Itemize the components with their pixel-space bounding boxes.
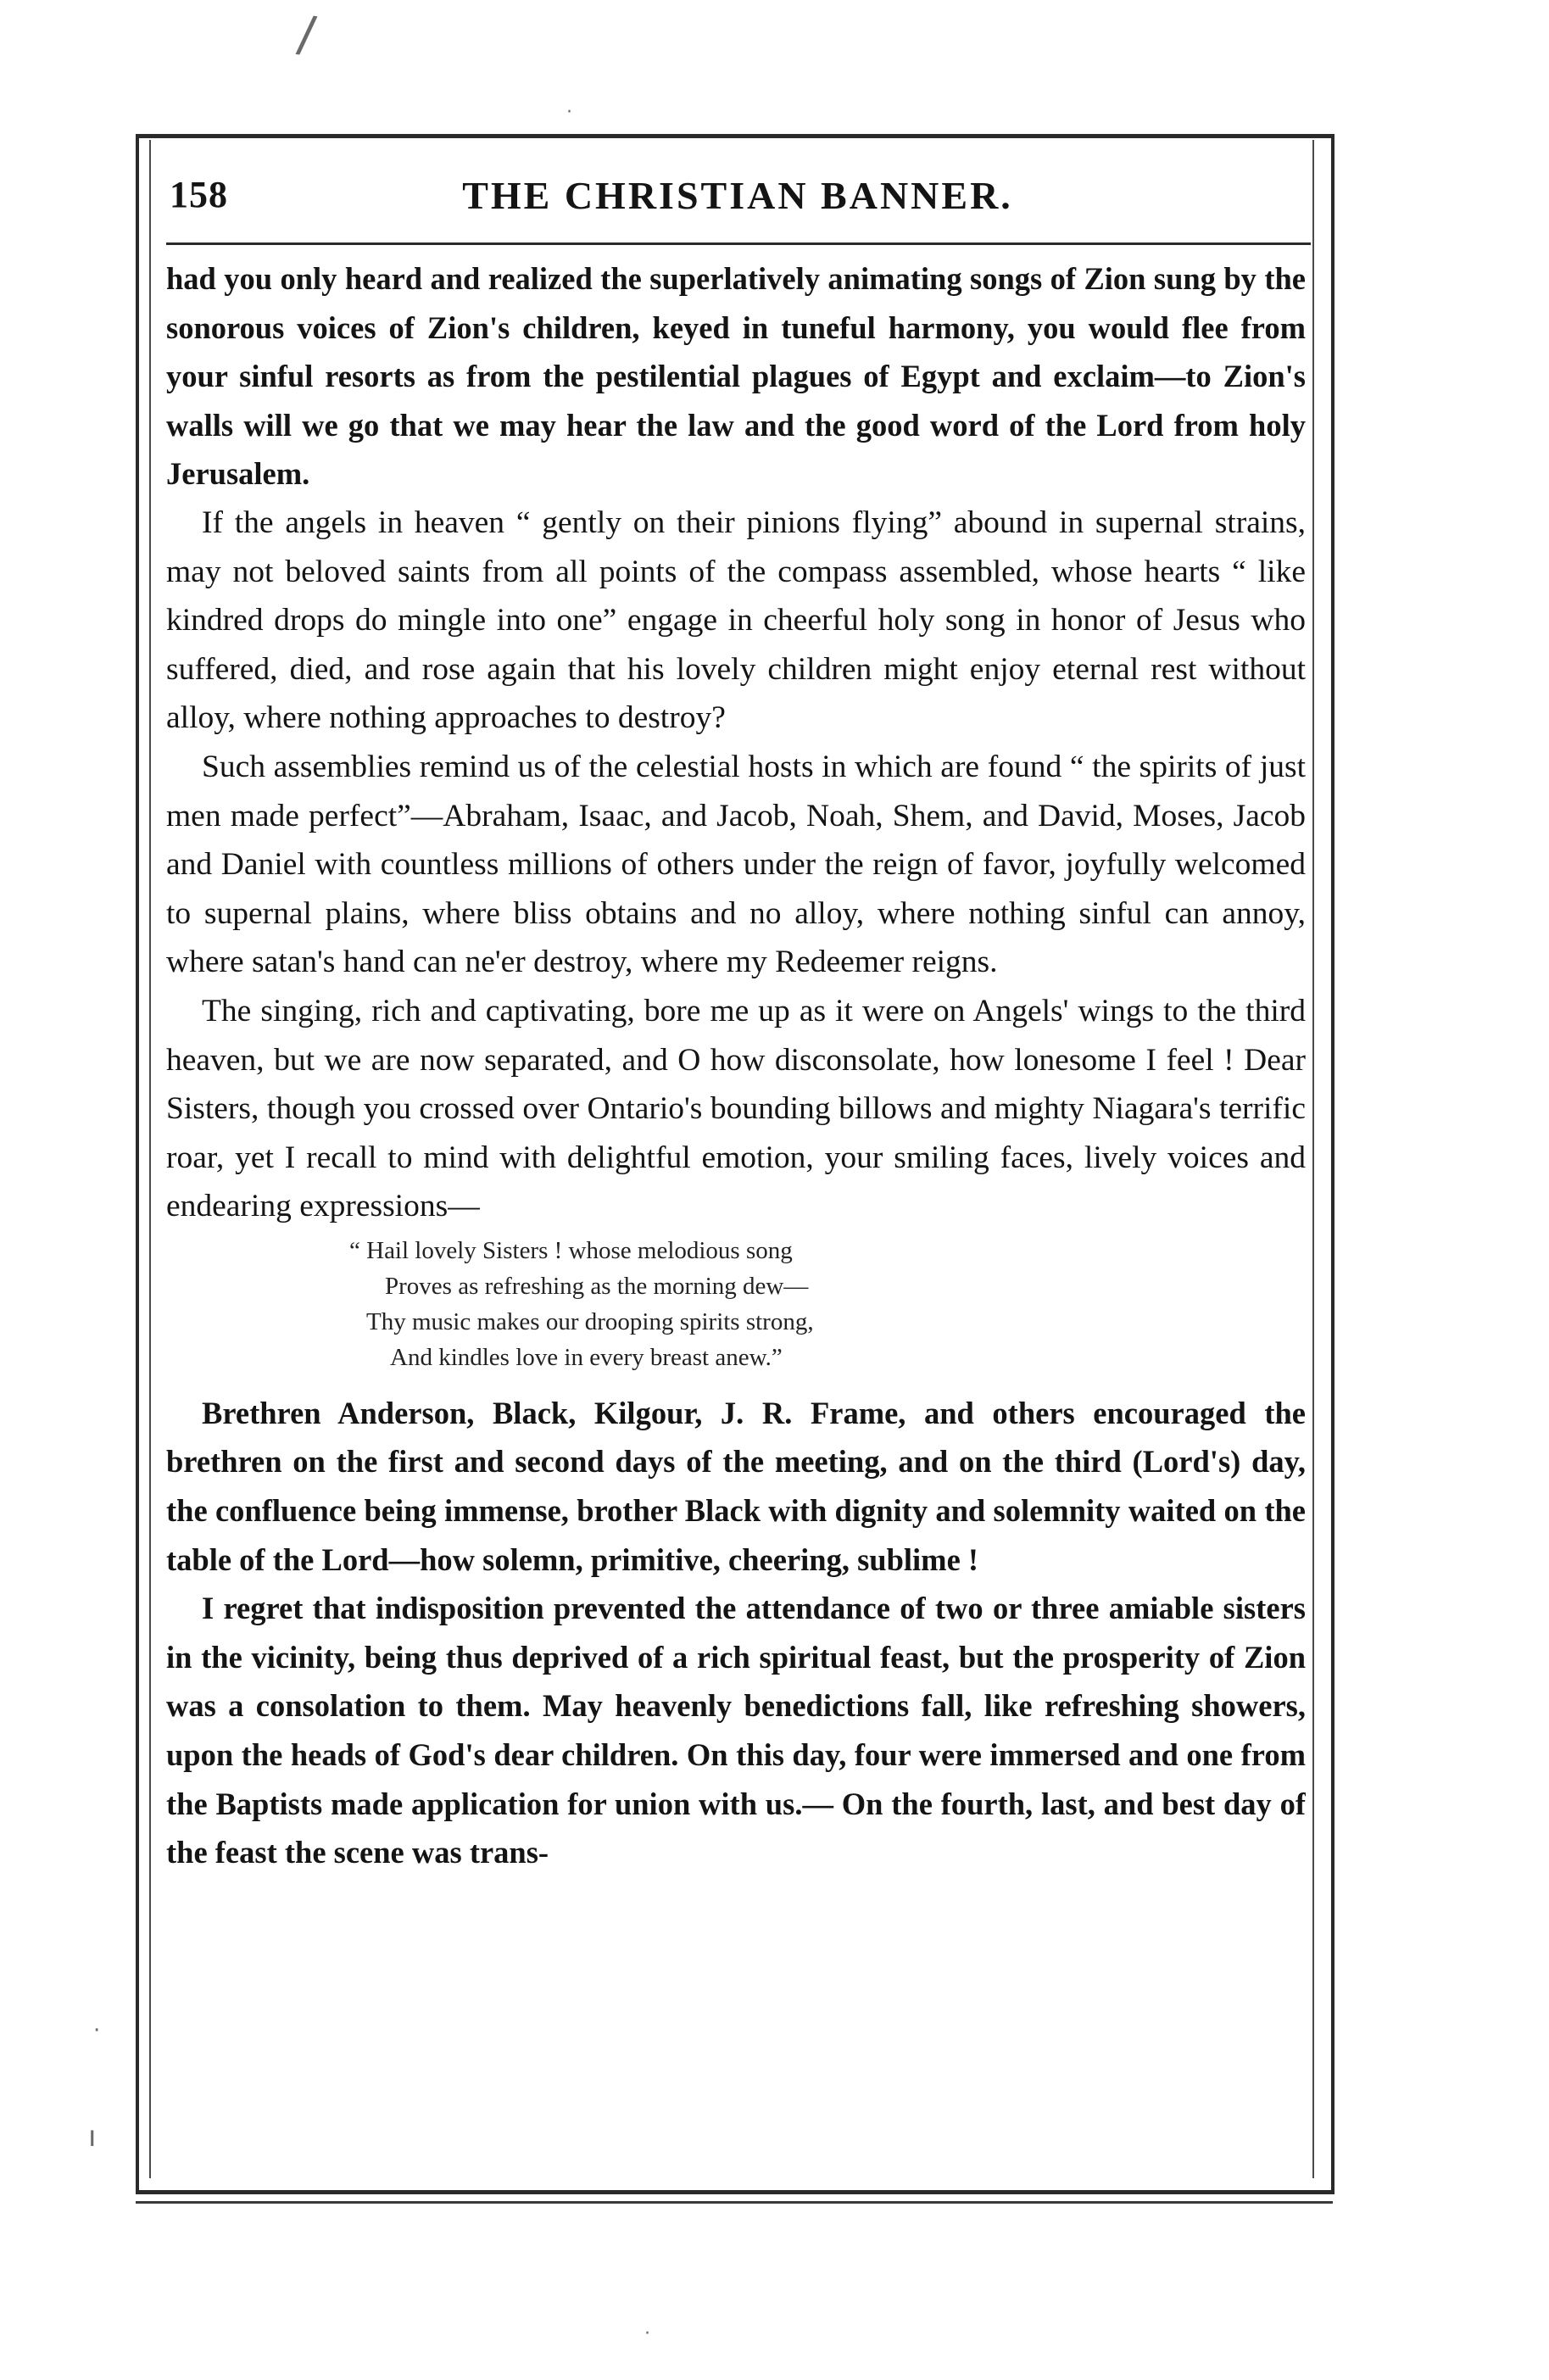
scan-mark-dot: · (93, 2018, 101, 2043)
paragraph: Such assemblies remind us of the celestial hosts in which are found “ the spirits of just men made perfect”—Abraham, Isaac, and Jacob, Noah, Shem, and David, Moses, Jacob and Daniel with countless millions of others under the reign of favor, joyfully welcomed to supernal plains, where bliss obtains and no alloy, where nothing sinful can annoy, where satan's hand can ne'er destroy, where my Redeemer reigns. (166, 749, 1306, 980)
inner-rule-right (1312, 140, 1314, 2178)
verse-line: “ Hail lovely Sisters ! whose melodious song (349, 1236, 793, 1264)
journal-title: THE CHRISTIAN BANNER. (462, 174, 1013, 217)
scan-mark-dot: · (644, 2323, 650, 2344)
scan-mark-tick: ı (88, 2120, 97, 2154)
scan-mark-slash: / (294, 3, 320, 64)
verse-line: And kindles love in every breast anew.” (390, 1343, 783, 1371)
scan-mark-dot: · (566, 102, 572, 123)
paragraph: Brethren Anderson, Black, Kilgour, J. R. Frame, and others encouraged the brethren on the first and second days of the meeting, and on the third (Lord's) day, the confluence being immense, brother Black with dignity and solemnity waited on the table of the Lord—how solemn, primitive, cheering, sublime ! (166, 1395, 1306, 1577)
running-head (170, 168, 1306, 231)
paragraph: had you only heard and realized the superlatively animating songs of Zion sung by the sonorous voices of Zion's children, keyed in tuneful harmony, you would flee from your sinful resorts as from the pestilential plagues of Egypt and exclaim—to Zion's walls will we go that we may hear the law and the good word of the Lord from holy Jerusalem. (166, 261, 1306, 492)
paragraph: I regret that indisposition prevented the attendance of two or three amiable sisters in the vicinity, being thus deprived of a rich spiritual feast, but the prosperity of Zion was a consolation to them. May heavenly benedictions fall, like refreshing showers, upon the heads of God's dear children. On this day, four were immersed and one from the Baptists made application for union with us.— On the fourth, last, and best day of the feast the scene was trans- (166, 1591, 1306, 1870)
verse-line: Thy music makes our drooping spirits strong, (366, 1307, 814, 1335)
page-number: 158 (170, 174, 228, 215)
verse-line: Proves as refreshing as the morning dew— (385, 1272, 809, 1300)
paragraph: If the angels in heaven “ gently on their pinions flying” abound in supernal strains, may not beloved saints from all points of the compass assembled, whose hearts “ like kindred drops do mingle into one” engage in cheerful holy song in honor of Jesus who suffered, died, and rose again that his lovely children might enjoy eternal rest without alloy, where nothing approaches to destroy? (166, 504, 1306, 736)
article-body (166, 254, 1306, 2188)
bottom-rule (136, 2201, 1333, 2204)
header-rule (166, 242, 1311, 245)
paragraph: The singing, rich and captivating, bore me up as it were on Angels' wings to the third heaven, but we are now separated, and O how disconsolate, how lonesome I feel ! Dear Sisters, though you crossed over Ontario's bounding billows and mighty Niagara's terrific roar, yet I recall to mind with delightful emotion, your smiling faces, lively voices and endearing expressions— (166, 993, 1306, 1224)
verse-quotation (166, 1233, 1306, 1375)
inner-rule-left (149, 140, 151, 2178)
